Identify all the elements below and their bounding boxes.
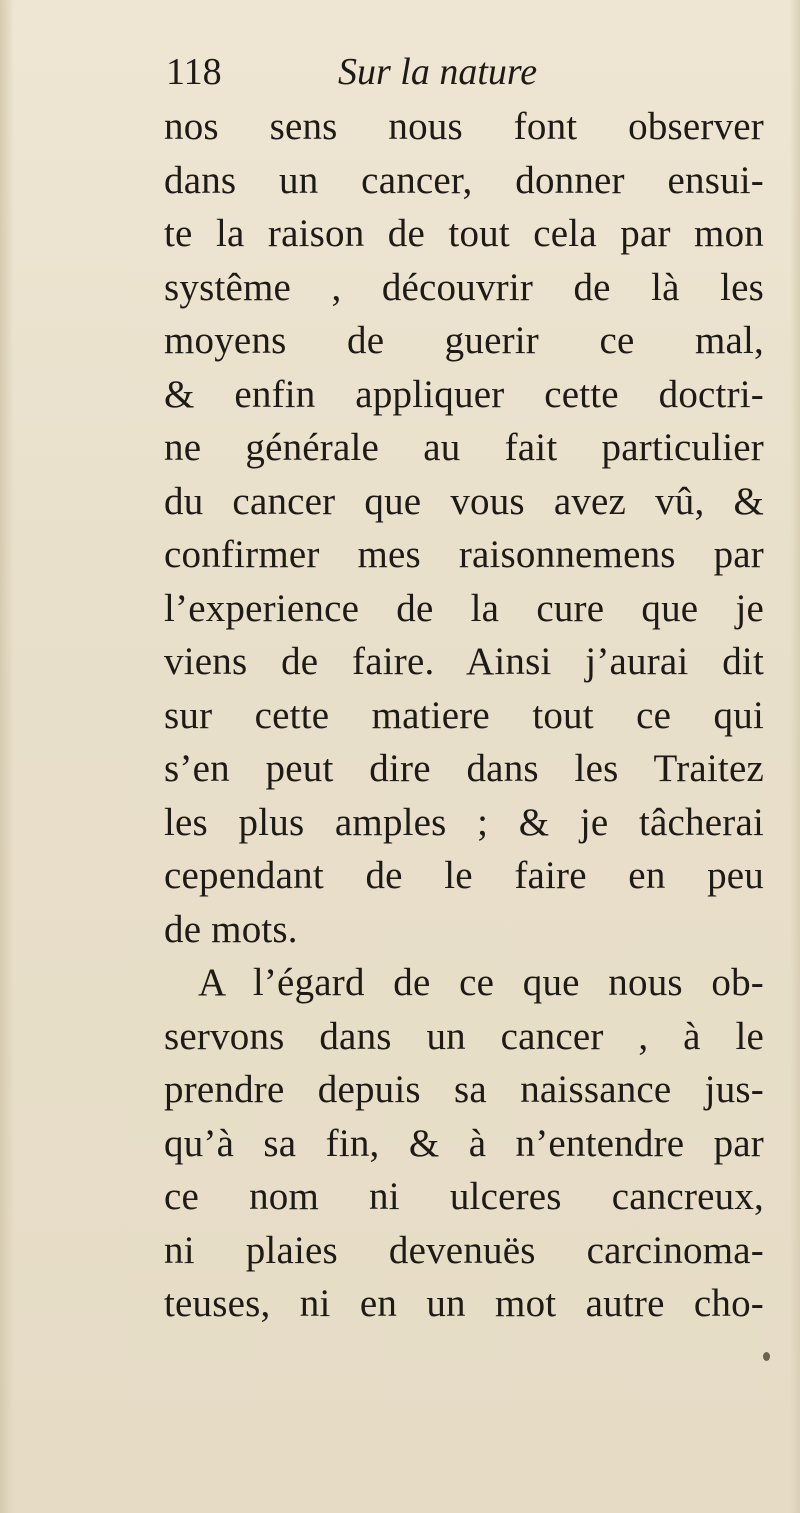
text-line: confirmer mes raisonnemens par (164, 533, 764, 576)
text-line: nos sens nous font observer (164, 105, 764, 148)
text-line: moyens de guerir ce mal, (164, 319, 764, 362)
text-line: du cancer que vous avez vû, & (164, 479, 764, 523)
text-line: qu’à sa fin, & à n’entendre par (164, 1121, 764, 1165)
text-line: les plus amples ; & je tâcherai (164, 800, 764, 844)
text-line: teuses, ni en un mot autre cho- (164, 1282, 764, 1325)
text-line: sur cette matiere tout ce qui (164, 693, 764, 737)
text-line: cependant de le faire en peu (164, 854, 764, 897)
text-line: ne générale au fait particulier (164, 426, 764, 469)
body-text (164, 100, 764, 1331)
text-line: systême , découvrir de là les (164, 265, 764, 309)
text-line: te la raison de tout cela par mon (164, 212, 764, 255)
text-line: & enfin appliquer cette doctri- (164, 372, 764, 416)
text-line: dans un cancer, donner ensui- (164, 158, 764, 202)
text-line: A l’égard de ce que nous ob- (198, 961, 764, 1004)
text-line: viens de faire. Ainsi j’aurai dit (164, 640, 764, 683)
running-head: Sur la nature (338, 51, 538, 93)
page-number: 118 (166, 51, 222, 93)
text-line: de mots. (164, 907, 298, 951)
page-header (166, 46, 766, 98)
text-line: ni plaies devenuës carcinoma- (164, 1228, 764, 1272)
text-line: s’en peut dire dans les Traitez (164, 747, 764, 790)
text-line: l’experience de la cure que je (164, 586, 764, 630)
text-line: servons dans un cancer , à le (164, 1014, 764, 1058)
text-line: prendre depuis sa naissance jus- (164, 1068, 764, 1111)
ink-speck (763, 1352, 770, 1361)
text-line: ce nom ni ulceres cancreux, (164, 1175, 764, 1218)
